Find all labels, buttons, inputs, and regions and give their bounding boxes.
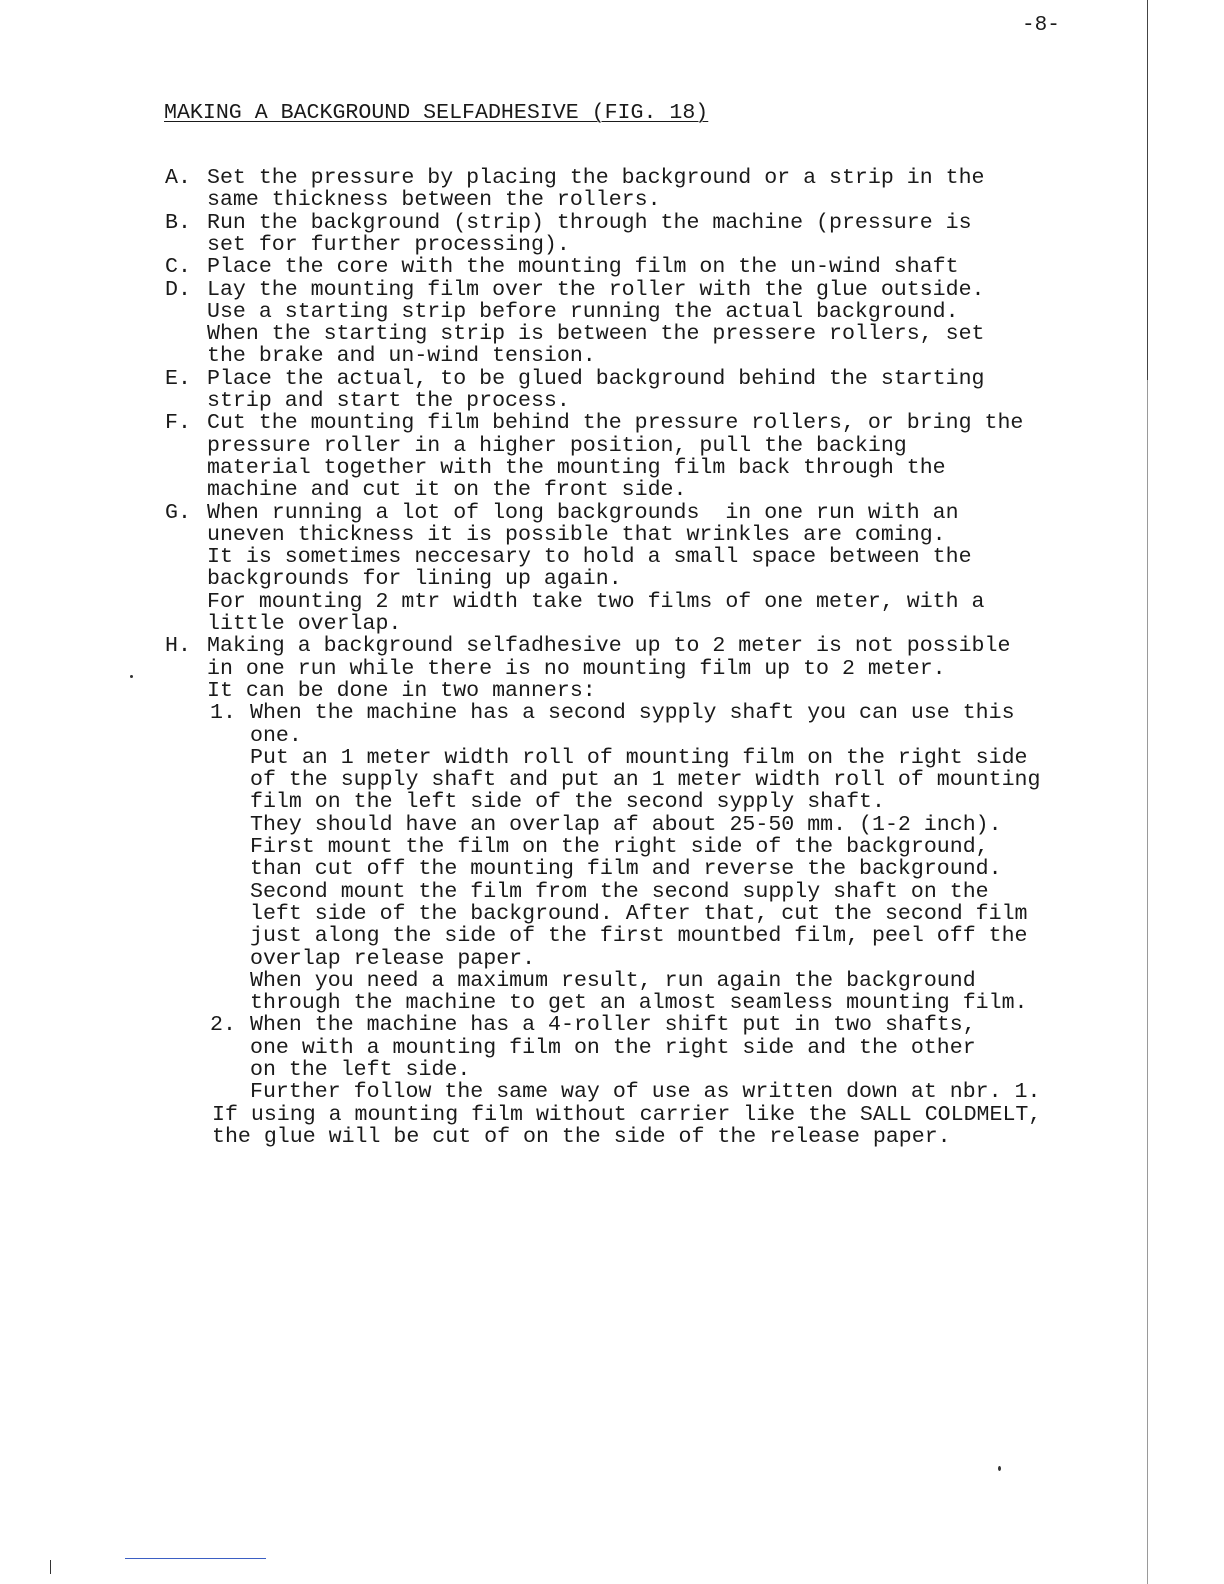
item-marker: D. (165, 277, 191, 302)
item-text: same thickness between the rollers. (207, 188, 661, 213)
item-marker: H. (165, 634, 191, 659)
item-text: Set the pressure by placing the background or a strip in the (207, 166, 985, 190)
item-text: in one run while there is no mounting film up to 2 meter. (207, 656, 946, 681)
subitem-text: one. (250, 723, 302, 748)
item-text: set for further processing). (207, 232, 570, 257)
item-text: strip and start the process. (207, 389, 570, 413)
closing-text: If using a mounting film without carrier like the SALL COLDMELT, (212, 1102, 1042, 1127)
scan-speck (130, 675, 133, 678)
item-text: pressure roller in a higher position, pull the backing (207, 433, 907, 458)
item-text: For mounting 2 mtr width take two films of one meter, with a (207, 589, 985, 614)
closing-text: the glue will be cut of on the side of the release paper. (212, 1124, 951, 1149)
footnote-rule (125, 1558, 266, 1559)
subitem-text: First mount the film on the right side of the background, (250, 835, 989, 859)
item-text: machine and cut it on the front side. (207, 478, 687, 503)
page-number: -8- (1022, 14, 1060, 37)
item-text: Lay the mounting film over the roller with the glue outside. (207, 277, 985, 302)
scan-speck (50, 1560, 51, 1574)
item-text: backgrounds for lining up again. (207, 567, 622, 592)
subitem-text: When the machine has a second sypply shaft you can use this (250, 701, 1015, 726)
subitem-text: overlap release paper. (250, 946, 536, 971)
item-text: little overlap. (207, 612, 402, 636)
item-text: Cut the mounting film behind the pressure rollers, or bring the (207, 411, 1024, 436)
item-text: It is sometimes neccesary to hold a small space between the (207, 545, 972, 570)
subitem-text: When the machine has a 4-roller shift put in two shafts, (250, 1013, 976, 1038)
item-text: When running a lot of long backgrounds in one run with an (207, 500, 959, 525)
section-heading: MAKING A BACKGROUND SELFADHESIVE (FIG. 18) (164, 101, 709, 125)
scan-right-edge-line (1147, 0, 1148, 1584)
subitem-marker: 2. (210, 1013, 236, 1038)
item-text: Run the background (strip) through the machine (pressure is (207, 210, 972, 235)
item-text: When the starting strip is between the pressere rollers, set (207, 322, 985, 347)
subitem-text: Further follow the same way of use as written down at nbr. 1. (250, 1080, 1041, 1105)
item-text: Place the core with the mounting film on the un-wind shaft (207, 255, 959, 280)
subitem-text: Put an 1 meter width roll of mounting film on the right side (250, 745, 1028, 770)
subitem-text: on the left side. (250, 1058, 471, 1082)
subitem-text: through the machine to get an almost seamless mounting film. (250, 991, 1028, 1016)
item-marker: G. (165, 500, 191, 525)
item-marker: B. (165, 210, 191, 235)
item-marker: C. (165, 255, 191, 280)
subitem-marker: 1. (210, 701, 236, 726)
subitem-text: Second mount the film from the second supply shaft on the (250, 879, 989, 904)
subitem-text: left side of the background. After that, cut the second film (250, 901, 1028, 926)
item-text: material together with the mounting film back through the (207, 455, 946, 480)
subitem-text: of the supply shaft and put an 1 meter width roll of mounting (250, 768, 1041, 793)
item-marker: E. (165, 366, 191, 391)
item-text: Place the actual, to be glued background behind the starting (207, 366, 985, 391)
item-text: Making a background selfadhesive up to 2 meter is not possible (207, 634, 1011, 659)
item-text: Use a starting strip before running the actual background. (207, 299, 959, 324)
subitem-text: one with a mounting film on the right side and the other (250, 1035, 976, 1060)
item-text: the brake and un-wind tension. (207, 344, 596, 369)
item-marker: F. (165, 411, 191, 436)
item-text: It can be done in two manners: (207, 678, 596, 703)
item-text: uneven thickness it is possible that wrinkles are coming. (207, 522, 946, 547)
subitem-text: They should have an overlap af about 25-50 mm. (1-2 inch). (250, 812, 1002, 837)
subitem-text: When you need a maximum result, run again the background (250, 968, 976, 993)
subitem-text: film on the left side of the second sypply shaft. (250, 790, 885, 815)
item-marker: A. (165, 166, 191, 190)
subitem-text: than cut off the mounting film and reverse the background. (250, 857, 1002, 882)
subitem-text: just along the side of the first mountbed film, peel off the (250, 924, 1028, 949)
scan-speck (998, 1466, 1001, 1471)
